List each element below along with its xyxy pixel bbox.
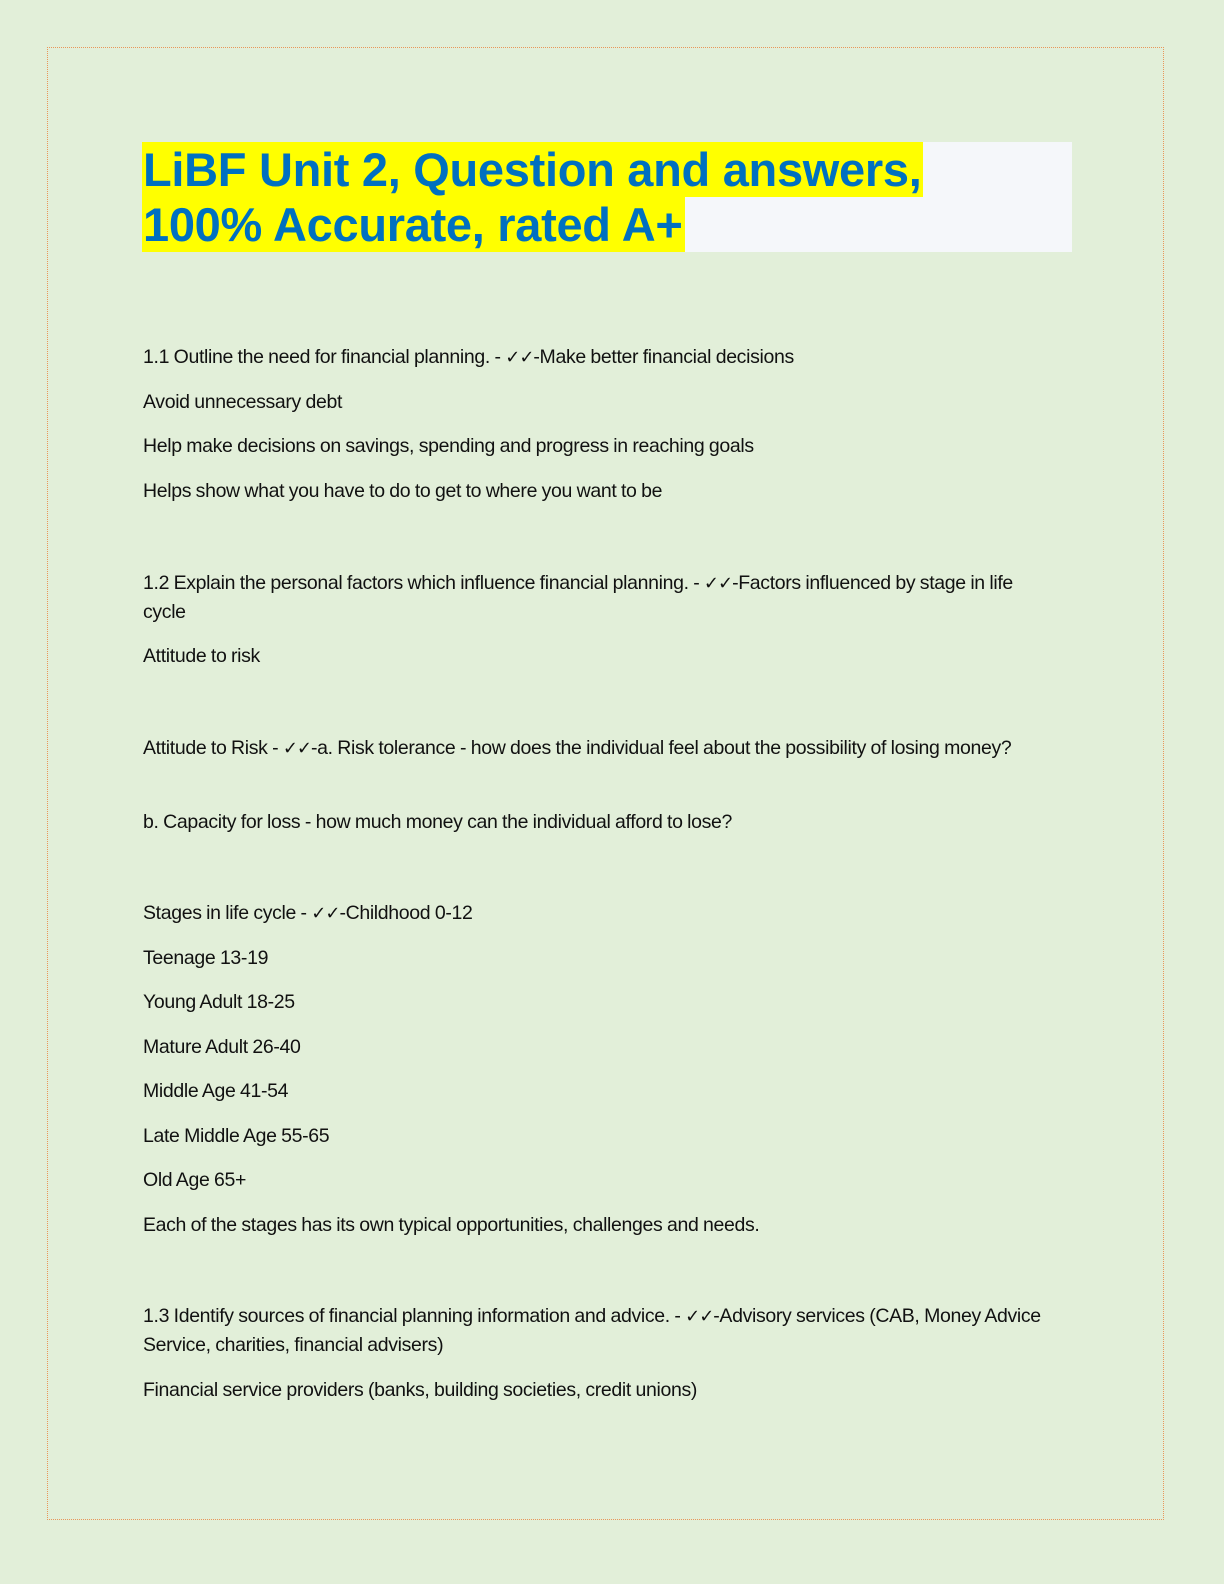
- answer-text: -a. Risk tolerance - how does the individual feel about the possibility of losing money?: [311, 737, 1012, 759]
- question-text: 1.2 Explain the personal factors which influence financial planning. -: [143, 572, 704, 594]
- question-text: Attitude to Risk -: [143, 737, 283, 759]
- question-text: Stages in life cycle -: [143, 902, 312, 924]
- title-line-1: LiBF Unit 2, Question and answers,: [143, 143, 922, 196]
- answer-line: Old Age 65+: [143, 1169, 247, 1191]
- double-check-icon: ✓✓: [505, 347, 534, 368]
- question-text: 1.1 Outline the need for financial planning. -: [143, 346, 506, 368]
- document-title: [142, 142, 1072, 252]
- answer-line: b. Capacity for loss - how much money can the individual afford to lose?: [143, 811, 733, 833]
- double-check-icon: ✓✓: [311, 903, 340, 924]
- answer-line: Each of the stages has its own typical opportunities, challenges and needs.: [143, 1214, 760, 1236]
- answer-line: Young Adult 18-25: [143, 991, 295, 1013]
- qa-item-1-3: [143, 1302, 1053, 1360]
- answer-line: Teenage 13-19: [143, 947, 269, 969]
- qa-item-1-1: [143, 343, 1063, 372]
- answer-text: -Factors influenced by stage in life cycle: [143, 572, 1013, 623]
- double-check-icon: ✓✓: [685, 1306, 714, 1327]
- answer-text: -Advisory services (CAB, Money Advice Service, charities, financial advisers): [143, 1305, 1041, 1356]
- answer-line: Avoid unnecessary debt: [143, 391, 343, 413]
- answer-line: Help make decisions on savings, spending and progress in reaching goals: [143, 435, 754, 457]
- double-check-icon: ✓✓: [282, 738, 311, 759]
- answer-line: Mature Adult 26-40: [143, 1036, 301, 1058]
- answer-text: -Make better financial decisions: [533, 346, 794, 368]
- answer-line: Financial service providers (banks, building societies, credit unions): [143, 1379, 698, 1401]
- answer-line: Attitude to risk: [143, 645, 260, 667]
- qa-item-1-2: [143, 569, 1058, 627]
- qa-item-life-cycle-stages: [143, 899, 1063, 928]
- answer-text: -Childhood 0-12: [339, 902, 473, 924]
- answer-line: Middle Age 41-54: [143, 1080, 289, 1102]
- answer-line: Helps show what you have to do to get to where you want to be: [143, 480, 663, 502]
- qa-item-attitude-to-risk: [143, 734, 1023, 763]
- title-line-2: 100% Accurate, rated A+: [143, 198, 683, 251]
- double-check-icon: ✓✓: [703, 573, 733, 594]
- question-text: 1.3 Identify sources of financial planning information and advice. -: [143, 1305, 686, 1327]
- answer-line: Late Middle Age 55-65: [143, 1125, 330, 1147]
- page-border: [47, 47, 1164, 1520]
